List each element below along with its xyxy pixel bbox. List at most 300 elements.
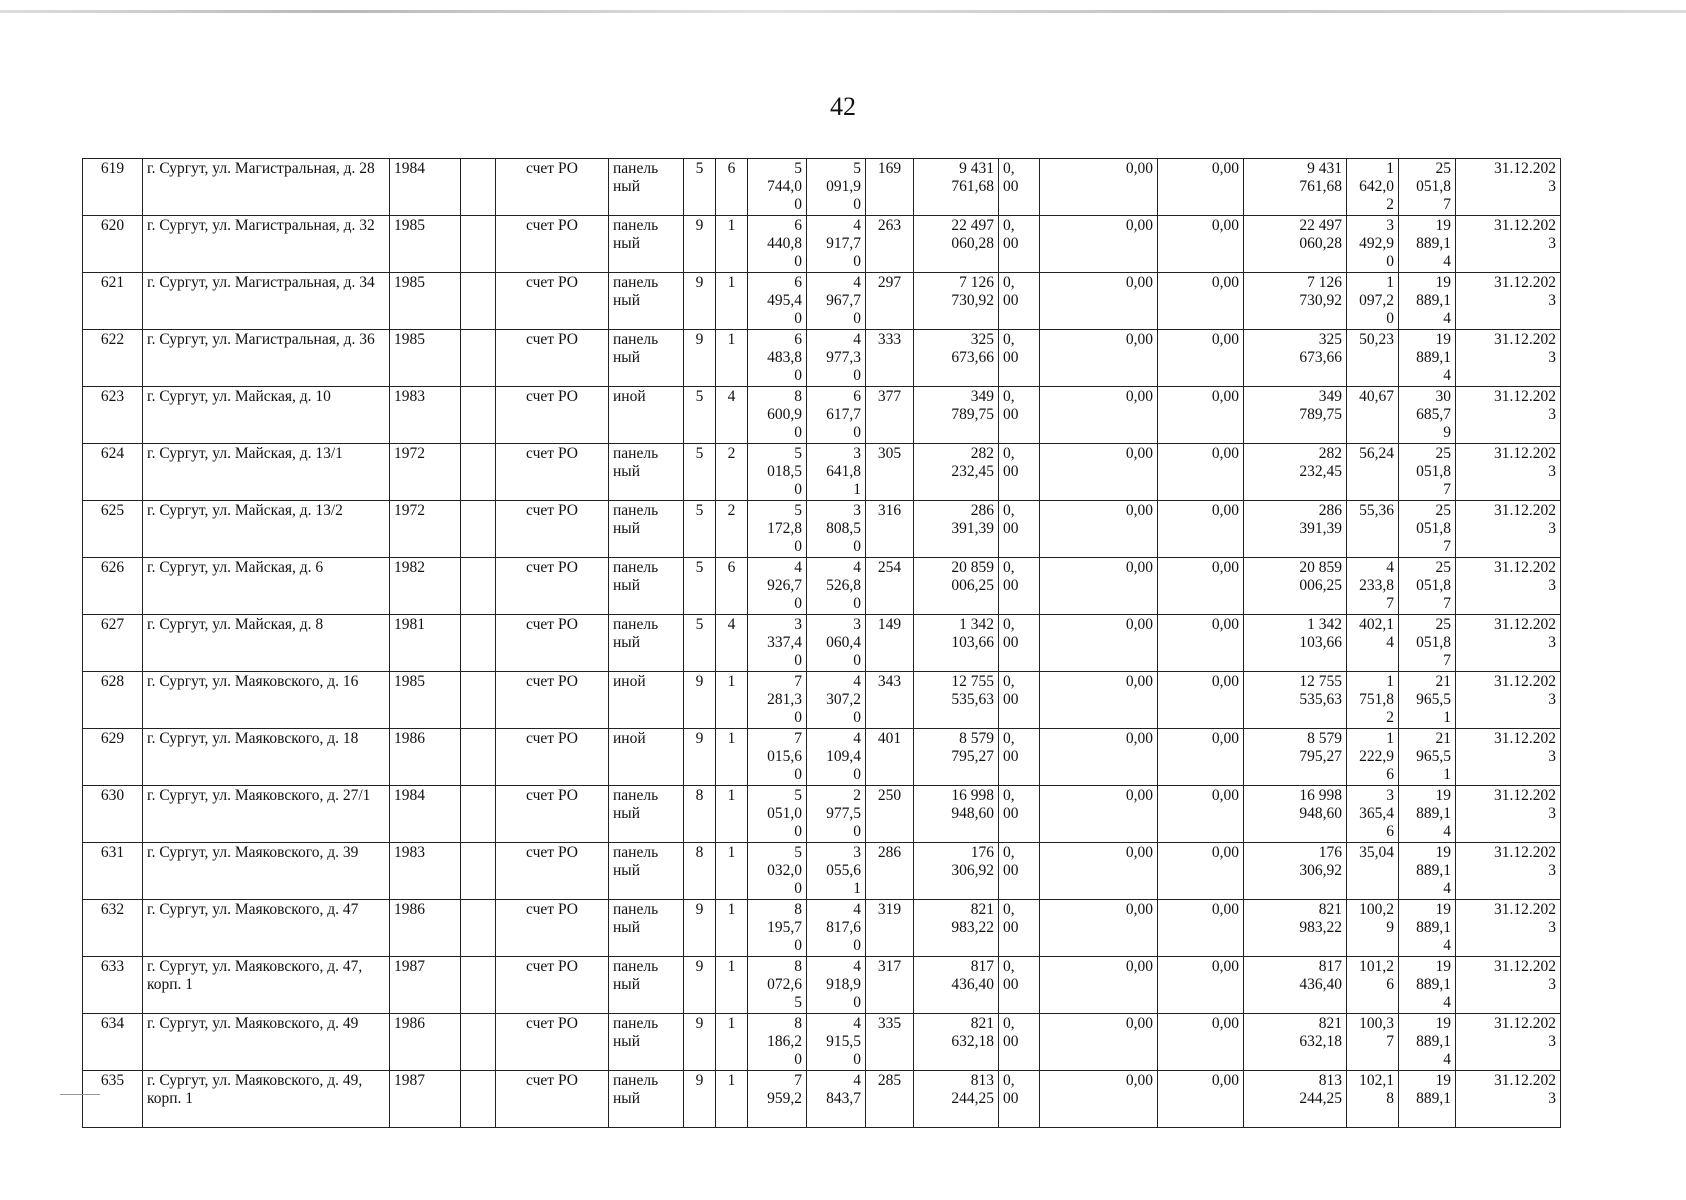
- cell-wall-material: иной: [609, 672, 684, 729]
- cell-entrances: 1: [716, 330, 748, 387]
- cell-fund-method: счет РО: [496, 1071, 609, 1128]
- cell-fund-method: счет РО: [496, 729, 609, 786]
- cell-row-number: 621: [83, 273, 143, 330]
- cell-total-cost: 821 983,22: [914, 900, 999, 957]
- cell-fund-method: счет РО: [496, 330, 609, 387]
- cell-unit-cost: 56,24: [1347, 444, 1399, 501]
- cell-row-number: 620: [83, 216, 143, 273]
- cell-total-cost: 20 859 006,25: [914, 558, 999, 615]
- table-row: [83, 1014, 1561, 1071]
- cell-value-2: 0,00: [1040, 1071, 1158, 1128]
- cell-value-3: 0,00: [1158, 900, 1244, 957]
- cell-total-area: 8 195,7 0: [748, 900, 807, 957]
- cell-total-cost: 349 789,75: [914, 387, 999, 444]
- cell-year-built: 1987: [390, 1071, 461, 1128]
- cell-value-1: 0, 00: [999, 330, 1040, 387]
- cell-residents: 286: [866, 843, 914, 900]
- cell-unit-cost: 1 222,9 6: [1347, 729, 1399, 786]
- cell-completion-date: 31.12.202 3: [1456, 615, 1561, 672]
- cell-fund-cost: 282 232,45: [1244, 444, 1347, 501]
- cell-address: г. Сургут, ул. Маяковского, д. 27/1: [143, 786, 390, 843]
- cell-entrances: 4: [716, 387, 748, 444]
- cell-fund-method: счет РО: [496, 159, 609, 216]
- cell-limit-cost: 25 051,8 7: [1399, 444, 1456, 501]
- cell-floors: 8: [684, 843, 716, 900]
- cell-limit-cost: 19 889,1 4: [1399, 786, 1456, 843]
- cell-row-number: 631: [83, 843, 143, 900]
- cell-unit-cost: 1 097,2 0: [1347, 273, 1399, 330]
- cell-wall-material: панель ный: [609, 900, 684, 957]
- cell-address: г. Сургут, ул. Майская, д. 13/1: [143, 444, 390, 501]
- cell-wall-material: панель ный: [609, 1014, 684, 1071]
- cell-total-area: 6 495,4 0: [748, 273, 807, 330]
- cell-year-built: 1985: [390, 330, 461, 387]
- cell-total-cost: 325 673,66: [914, 330, 999, 387]
- cell-entrances: 2: [716, 501, 748, 558]
- cell-total-area: 3 337,4 0: [748, 615, 807, 672]
- cell-total-area: 5 032,0 0: [748, 843, 807, 900]
- cell-completion-date: 31.12.202 3: [1456, 843, 1561, 900]
- cell-limit-cost: 19 889,1 4: [1399, 900, 1456, 957]
- cell-living-area: 4 977,3 0: [807, 330, 866, 387]
- cell-value-1: 0, 00: [999, 672, 1040, 729]
- cell-limit-cost: 25 051,8 7: [1399, 558, 1456, 615]
- cell-total-area: 4 926,7 0: [748, 558, 807, 615]
- cell-unit-cost: 40,67: [1347, 387, 1399, 444]
- cell-entrances: 1: [716, 216, 748, 273]
- cell-value-2: 0,00: [1040, 159, 1158, 216]
- cell-fund-method: счет РО: [496, 387, 609, 444]
- cell-floors: 9: [684, 957, 716, 1014]
- cell-limit-cost: 21 965,5 1: [1399, 672, 1456, 729]
- cell-fund-cost: 1 342 103,66: [1244, 615, 1347, 672]
- cell-row-number: 634: [83, 1014, 143, 1071]
- cell-wall-material: панель ный: [609, 615, 684, 672]
- cell-floors: 8: [684, 786, 716, 843]
- table-row: [83, 444, 1561, 501]
- cell-living-area: 5 091,9 0: [807, 159, 866, 216]
- cell-total-cost: 16 998 948,60: [914, 786, 999, 843]
- cell-unit-cost: 100,2 9: [1347, 900, 1399, 957]
- cell-living-area: 3 641,8 1: [807, 444, 866, 501]
- cell-value-1: 0, 00: [999, 900, 1040, 957]
- cell-entrances: 1: [716, 957, 748, 1014]
- cell-unit-cost: 50,23: [1347, 330, 1399, 387]
- cell-living-area: 6 617,7 0: [807, 387, 866, 444]
- cell-year-built: 1972: [390, 501, 461, 558]
- cell-entrances: 1: [716, 900, 748, 957]
- cell-living-area: 2 977,5 0: [807, 786, 866, 843]
- cell-completion-date: 31.12.202 3: [1456, 957, 1561, 1014]
- cell-completion-date: 31.12.202 3: [1456, 387, 1561, 444]
- cell-value-1: 0, 00: [999, 501, 1040, 558]
- cell-living-area: 4 307,2 0: [807, 672, 866, 729]
- cell-year-built: 1986: [390, 729, 461, 786]
- cell-residents: 333: [866, 330, 914, 387]
- cell-residents: 285: [866, 1071, 914, 1128]
- cell-residents: 305: [866, 444, 914, 501]
- cell-fund-method: счет РО: [496, 843, 609, 900]
- cell-address: г. Сургут, ул. Майская, д. 10: [143, 387, 390, 444]
- cell-limit-cost: 25 051,8 7: [1399, 615, 1456, 672]
- cell-address: г. Сургут, ул. Маяковского, д. 39: [143, 843, 390, 900]
- table-row: [83, 273, 1561, 330]
- cell-residents: 319: [866, 900, 914, 957]
- cell-fund-cost: 7 126 730,92: [1244, 273, 1347, 330]
- cell-fund-cost: 813 244,25: [1244, 1071, 1347, 1128]
- table-row: [83, 900, 1561, 957]
- cell-total-area: 8 072,6 5: [748, 957, 807, 1014]
- cell-fund-method: счет РО: [496, 216, 609, 273]
- cell-floors: 5: [684, 615, 716, 672]
- cell-completion-date: 31.12.202 3: [1456, 501, 1561, 558]
- cell-living-area: 4 967,7 0: [807, 273, 866, 330]
- cell-residents: 335: [866, 1014, 914, 1071]
- cell-unit-cost: 55,36: [1347, 501, 1399, 558]
- cell-value-3: 0,00: [1158, 786, 1244, 843]
- cell-wall-material: панель ный: [609, 1071, 684, 1128]
- cell-completion-date: 31.12.202 3: [1456, 330, 1561, 387]
- cell-row-number: 627: [83, 615, 143, 672]
- cell-address: г. Сургут, ул. Магистральная, д. 36: [143, 330, 390, 387]
- cell-entrances: 4: [716, 615, 748, 672]
- cell-year-built: 1982: [390, 558, 461, 615]
- cell-residents: 401: [866, 729, 914, 786]
- cell-value-3: 0,00: [1158, 843, 1244, 900]
- cell-fund-method: счет РО: [496, 786, 609, 843]
- cell-unit-cost: 102,1 8: [1347, 1071, 1399, 1128]
- cell-row-number: 635: [83, 1071, 143, 1128]
- cell-limit-cost: 19 889,1 4: [1399, 216, 1456, 273]
- cell-address: г. Сургут, ул. Маяковского, д. 16: [143, 672, 390, 729]
- cell-value-2: 0,00: [1040, 957, 1158, 1014]
- cell-year-built: 1985: [390, 273, 461, 330]
- cell-year-built: 1987: [390, 957, 461, 1014]
- cell-limit-cost: 19 889,1 4: [1399, 957, 1456, 1014]
- cell-living-area: 4 918,9 0: [807, 957, 866, 1014]
- table-row: [83, 1071, 1561, 1128]
- table-row: [83, 387, 1561, 444]
- cell-residents: 316: [866, 501, 914, 558]
- cell-limit-cost: 19 889,1 4: [1399, 1014, 1456, 1071]
- cell-row-number: 622: [83, 330, 143, 387]
- cell-year-built: 1985: [390, 216, 461, 273]
- cell-living-area: 4 526,8 0: [807, 558, 866, 615]
- cell-unit-cost: 3 492,9 0: [1347, 216, 1399, 273]
- cell-living-area: 4 817,6 0: [807, 900, 866, 957]
- cell-total-area: 6 440,8 0: [748, 216, 807, 273]
- cell-limit-cost: 21 965,5 1: [1399, 729, 1456, 786]
- cell-unit-cost: 1 751,8 2: [1347, 672, 1399, 729]
- cell-completion-date: 31.12.202 3: [1456, 159, 1561, 216]
- cell-address: г. Сургут, ул. Маяковского, д. 18: [143, 729, 390, 786]
- cell-fund-cost: 325 673,66: [1244, 330, 1347, 387]
- cell-floors: 5: [684, 558, 716, 615]
- cell-floors: 5: [684, 501, 716, 558]
- cell-fund-method: счет РО: [496, 672, 609, 729]
- cell-row-number: 623: [83, 387, 143, 444]
- cell-year-built: 1972: [390, 444, 461, 501]
- cell-value-1: 0, 00: [999, 1071, 1040, 1128]
- cell-value-2: 0,00: [1040, 273, 1158, 330]
- cell-wall-material: панель ный: [609, 330, 684, 387]
- cell-limit-cost: 19 889,1 4: [1399, 330, 1456, 387]
- cell-total-area: 5 018,5 0: [748, 444, 807, 501]
- cell-total-area: 7 959,2: [748, 1071, 807, 1128]
- cell-fund-cost: 821 983,22: [1244, 900, 1347, 957]
- cell-value-3: 0,00: [1158, 558, 1244, 615]
- cell-total-cost: 1 342 103,66: [914, 615, 999, 672]
- cell-value-3: 0,00: [1158, 1071, 1244, 1128]
- cell-fund-method: счет РО: [496, 900, 609, 957]
- cell-total-cost: 7 126 730,92: [914, 273, 999, 330]
- cell-living-area: 3 808,5 0: [807, 501, 866, 558]
- page-number: 42: [830, 92, 856, 121]
- cell-blank-cell: [461, 615, 496, 672]
- cell-unit-cost: 402,1 4: [1347, 615, 1399, 672]
- cell-address: г. Сургут, ул. Маяковского, д. 47: [143, 900, 390, 957]
- table-row: [83, 615, 1561, 672]
- cell-total-area: 7 015,6 0: [748, 729, 807, 786]
- cell-value-3: 0,00: [1158, 1014, 1244, 1071]
- cell-total-cost: 813 244,25: [914, 1071, 999, 1128]
- table-row: [83, 501, 1561, 558]
- cell-value-1: 0, 00: [999, 729, 1040, 786]
- cell-wall-material: панель ный: [609, 501, 684, 558]
- cell-address: г. Сургут, ул. Маяковского, д. 47, корп. 1: [143, 957, 390, 1014]
- cell-limit-cost: 19 889,1: [1399, 1071, 1456, 1128]
- cell-fund-cost: 9 431 761,68: [1244, 159, 1347, 216]
- cell-blank-cell: [461, 330, 496, 387]
- table-row: [83, 957, 1561, 1014]
- cell-wall-material: панель ный: [609, 159, 684, 216]
- cell-year-built: 1984: [390, 786, 461, 843]
- cell-fund-cost: 20 859 006,25: [1244, 558, 1347, 615]
- scan-bottom-mark: [60, 1094, 100, 1095]
- cell-value-2: 0,00: [1040, 558, 1158, 615]
- cell-address: г. Сургут, ул. Маяковского, д. 49: [143, 1014, 390, 1071]
- cell-blank-cell: [461, 273, 496, 330]
- cell-blank-cell: [461, 729, 496, 786]
- cell-entrances: 1: [716, 729, 748, 786]
- cell-value-1: 0, 00: [999, 615, 1040, 672]
- cell-value-2: 0,00: [1040, 900, 1158, 957]
- cell-entrances: 6: [716, 159, 748, 216]
- cell-row-number: 630: [83, 786, 143, 843]
- cell-value-3: 0,00: [1158, 273, 1244, 330]
- cell-unit-cost: 101,2 6: [1347, 957, 1399, 1014]
- cell-blank-cell: [461, 216, 496, 273]
- cell-year-built: 1984: [390, 159, 461, 216]
- cell-fund-method: счет РО: [496, 558, 609, 615]
- cell-limit-cost: 25 051,8 7: [1399, 501, 1456, 558]
- cell-total-cost: 817 436,40: [914, 957, 999, 1014]
- cell-unit-cost: 3 365,4 6: [1347, 786, 1399, 843]
- cell-value-3: 0,00: [1158, 159, 1244, 216]
- cell-year-built: 1983: [390, 387, 461, 444]
- cell-address: г. Сургут, ул. Маяковского, д. 49, корп. 1: [143, 1071, 390, 1128]
- cell-wall-material: панель ный: [609, 558, 684, 615]
- cell-residents: 169: [866, 159, 914, 216]
- cell-value-2: 0,00: [1040, 387, 1158, 444]
- cell-floors: 5: [684, 387, 716, 444]
- cell-blank-cell: [461, 558, 496, 615]
- cell-blank-cell: [461, 1014, 496, 1071]
- cell-fund-cost: 817 436,40: [1244, 957, 1347, 1014]
- cell-entrances: 1: [716, 1014, 748, 1071]
- cell-total-cost: 282 232,45: [914, 444, 999, 501]
- cell-value-1: 0, 00: [999, 387, 1040, 444]
- cell-limit-cost: 30 685,7 9: [1399, 387, 1456, 444]
- cell-residents: 263: [866, 216, 914, 273]
- cell-value-2: 0,00: [1040, 615, 1158, 672]
- cell-row-number: 624: [83, 444, 143, 501]
- table-row: [83, 159, 1561, 216]
- cell-value-2: 0,00: [1040, 444, 1158, 501]
- cell-year-built: 1983: [390, 843, 461, 900]
- cell-floors: 9: [684, 216, 716, 273]
- cell-completion-date: 31.12.202 3: [1456, 273, 1561, 330]
- cell-row-number: 625: [83, 501, 143, 558]
- cell-blank-cell: [461, 159, 496, 216]
- table-body: [83, 159, 1561, 1128]
- cell-value-2: 0,00: [1040, 672, 1158, 729]
- cell-address: г. Сургут, ул. Майская, д. 8: [143, 615, 390, 672]
- cell-fund-cost: 16 998 948,60: [1244, 786, 1347, 843]
- table-row: [83, 330, 1561, 387]
- cell-row-number: 633: [83, 957, 143, 1014]
- cell-row-number: 632: [83, 900, 143, 957]
- cell-completion-date: 31.12.202 3: [1456, 216, 1561, 273]
- cell-row-number: 629: [83, 729, 143, 786]
- cell-blank-cell: [461, 957, 496, 1014]
- cell-wall-material: панель ный: [609, 957, 684, 1014]
- table-row: [83, 558, 1561, 615]
- cell-value-3: 0,00: [1158, 672, 1244, 729]
- cell-fund-cost: 349 789,75: [1244, 387, 1347, 444]
- cell-value-2: 0,00: [1040, 216, 1158, 273]
- cell-floors: 9: [684, 1014, 716, 1071]
- cell-fund-method: счет РО: [496, 615, 609, 672]
- cell-completion-date: 31.12.202 3: [1456, 1071, 1561, 1128]
- cell-unit-cost: 1 642,0 2: [1347, 159, 1399, 216]
- cell-fund-cost: 12 755 535,63: [1244, 672, 1347, 729]
- cell-fund-cost: 286 391,39: [1244, 501, 1347, 558]
- cell-wall-material: иной: [609, 387, 684, 444]
- cell-value-2: 0,00: [1040, 786, 1158, 843]
- cell-living-area: 4 917,7 0: [807, 216, 866, 273]
- cell-living-area: 3 055,6 1: [807, 843, 866, 900]
- table-row: [83, 843, 1561, 900]
- cell-wall-material: панель ный: [609, 843, 684, 900]
- cell-total-area: 7 281,3 0: [748, 672, 807, 729]
- cell-year-built: 1985: [390, 672, 461, 729]
- cell-total-cost: 9 431 761,68: [914, 159, 999, 216]
- cell-blank-cell: [461, 900, 496, 957]
- cell-residents: 317: [866, 957, 914, 1014]
- cell-row-number: 626: [83, 558, 143, 615]
- cell-address: г. Сургут, ул. Магистральная, д. 28: [143, 159, 390, 216]
- cell-completion-date: 31.12.202 3: [1456, 1014, 1561, 1071]
- cell-value-3: 0,00: [1158, 615, 1244, 672]
- cell-fund-cost: 821 632,18: [1244, 1014, 1347, 1071]
- cell-value-1: 0, 00: [999, 957, 1040, 1014]
- cell-blank-cell: [461, 843, 496, 900]
- cell-value-3: 0,00: [1158, 501, 1244, 558]
- housing-registry-table: [82, 158, 1561, 1128]
- cell-year-built: 1986: [390, 1014, 461, 1071]
- cell-living-area: 4 915,5 0: [807, 1014, 866, 1071]
- cell-entrances: 1: [716, 1071, 748, 1128]
- cell-value-1: 0, 00: [999, 159, 1040, 216]
- cell-total-cost: 8 579 795,27: [914, 729, 999, 786]
- cell-fund-method: счет РО: [496, 444, 609, 501]
- cell-fund-method: счет РО: [496, 957, 609, 1014]
- cell-value-3: 0,00: [1158, 216, 1244, 273]
- cell-entrances: 2: [716, 444, 748, 501]
- cell-floors: 9: [684, 900, 716, 957]
- cell-total-cost: 821 632,18: [914, 1014, 999, 1071]
- cell-total-cost: 286 391,39: [914, 501, 999, 558]
- cell-living-area: 3 060,4 0: [807, 615, 866, 672]
- cell-fund-cost: 8 579 795,27: [1244, 729, 1347, 786]
- cell-address: г. Сургут, ул. Майская, д. 6: [143, 558, 390, 615]
- cell-total-area: 5 051,0 0: [748, 786, 807, 843]
- cell-value-2: 0,00: [1040, 729, 1158, 786]
- cell-value-1: 0, 00: [999, 843, 1040, 900]
- cell-value-3: 0,00: [1158, 387, 1244, 444]
- cell-floors: 9: [684, 273, 716, 330]
- cell-year-built: 1981: [390, 615, 461, 672]
- cell-completion-date: 31.12.202 3: [1456, 900, 1561, 957]
- cell-wall-material: панель ный: [609, 273, 684, 330]
- cell-floors: 5: [684, 159, 716, 216]
- cell-total-area: 5 172,8 0: [748, 501, 807, 558]
- cell-wall-material: панель ный: [609, 216, 684, 273]
- cell-value-1: 0, 00: [999, 558, 1040, 615]
- cell-unit-cost: 100,3 7: [1347, 1014, 1399, 1071]
- table-row: [83, 672, 1561, 729]
- cell-residents: 377: [866, 387, 914, 444]
- cell-floors: 9: [684, 330, 716, 387]
- cell-value-2: 0,00: [1040, 843, 1158, 900]
- cell-blank-cell: [461, 501, 496, 558]
- cell-blank-cell: [461, 387, 496, 444]
- cell-completion-date: 31.12.202 3: [1456, 729, 1561, 786]
- cell-limit-cost: 25 051,8 7: [1399, 159, 1456, 216]
- cell-total-area: 5 744,0 0: [748, 159, 807, 216]
- cell-residents: 343: [866, 672, 914, 729]
- cell-value-3: 0,00: [1158, 957, 1244, 1014]
- cell-wall-material: панель ный: [609, 444, 684, 501]
- table-row: [83, 729, 1561, 786]
- cell-value-3: 0,00: [1158, 444, 1244, 501]
- cell-blank-cell: [461, 672, 496, 729]
- cell-total-cost: 22 497 060,28: [914, 216, 999, 273]
- cell-completion-date: 31.12.202 3: [1456, 444, 1561, 501]
- cell-fund-cost: 176 306,92: [1244, 843, 1347, 900]
- cell-completion-date: 31.12.202 3: [1456, 672, 1561, 729]
- cell-value-1: 0, 00: [999, 444, 1040, 501]
- cell-completion-date: 31.12.202 3: [1456, 786, 1561, 843]
- cell-fund-cost: 22 497 060,28: [1244, 216, 1347, 273]
- cell-unit-cost: 4 233,8 7: [1347, 558, 1399, 615]
- cell-entrances: 1: [716, 843, 748, 900]
- cell-entrances: 1: [716, 786, 748, 843]
- cell-value-1: 0, 00: [999, 786, 1040, 843]
- cell-fund-method: счет РО: [496, 501, 609, 558]
- cell-total-area: 8 600,9 0: [748, 387, 807, 444]
